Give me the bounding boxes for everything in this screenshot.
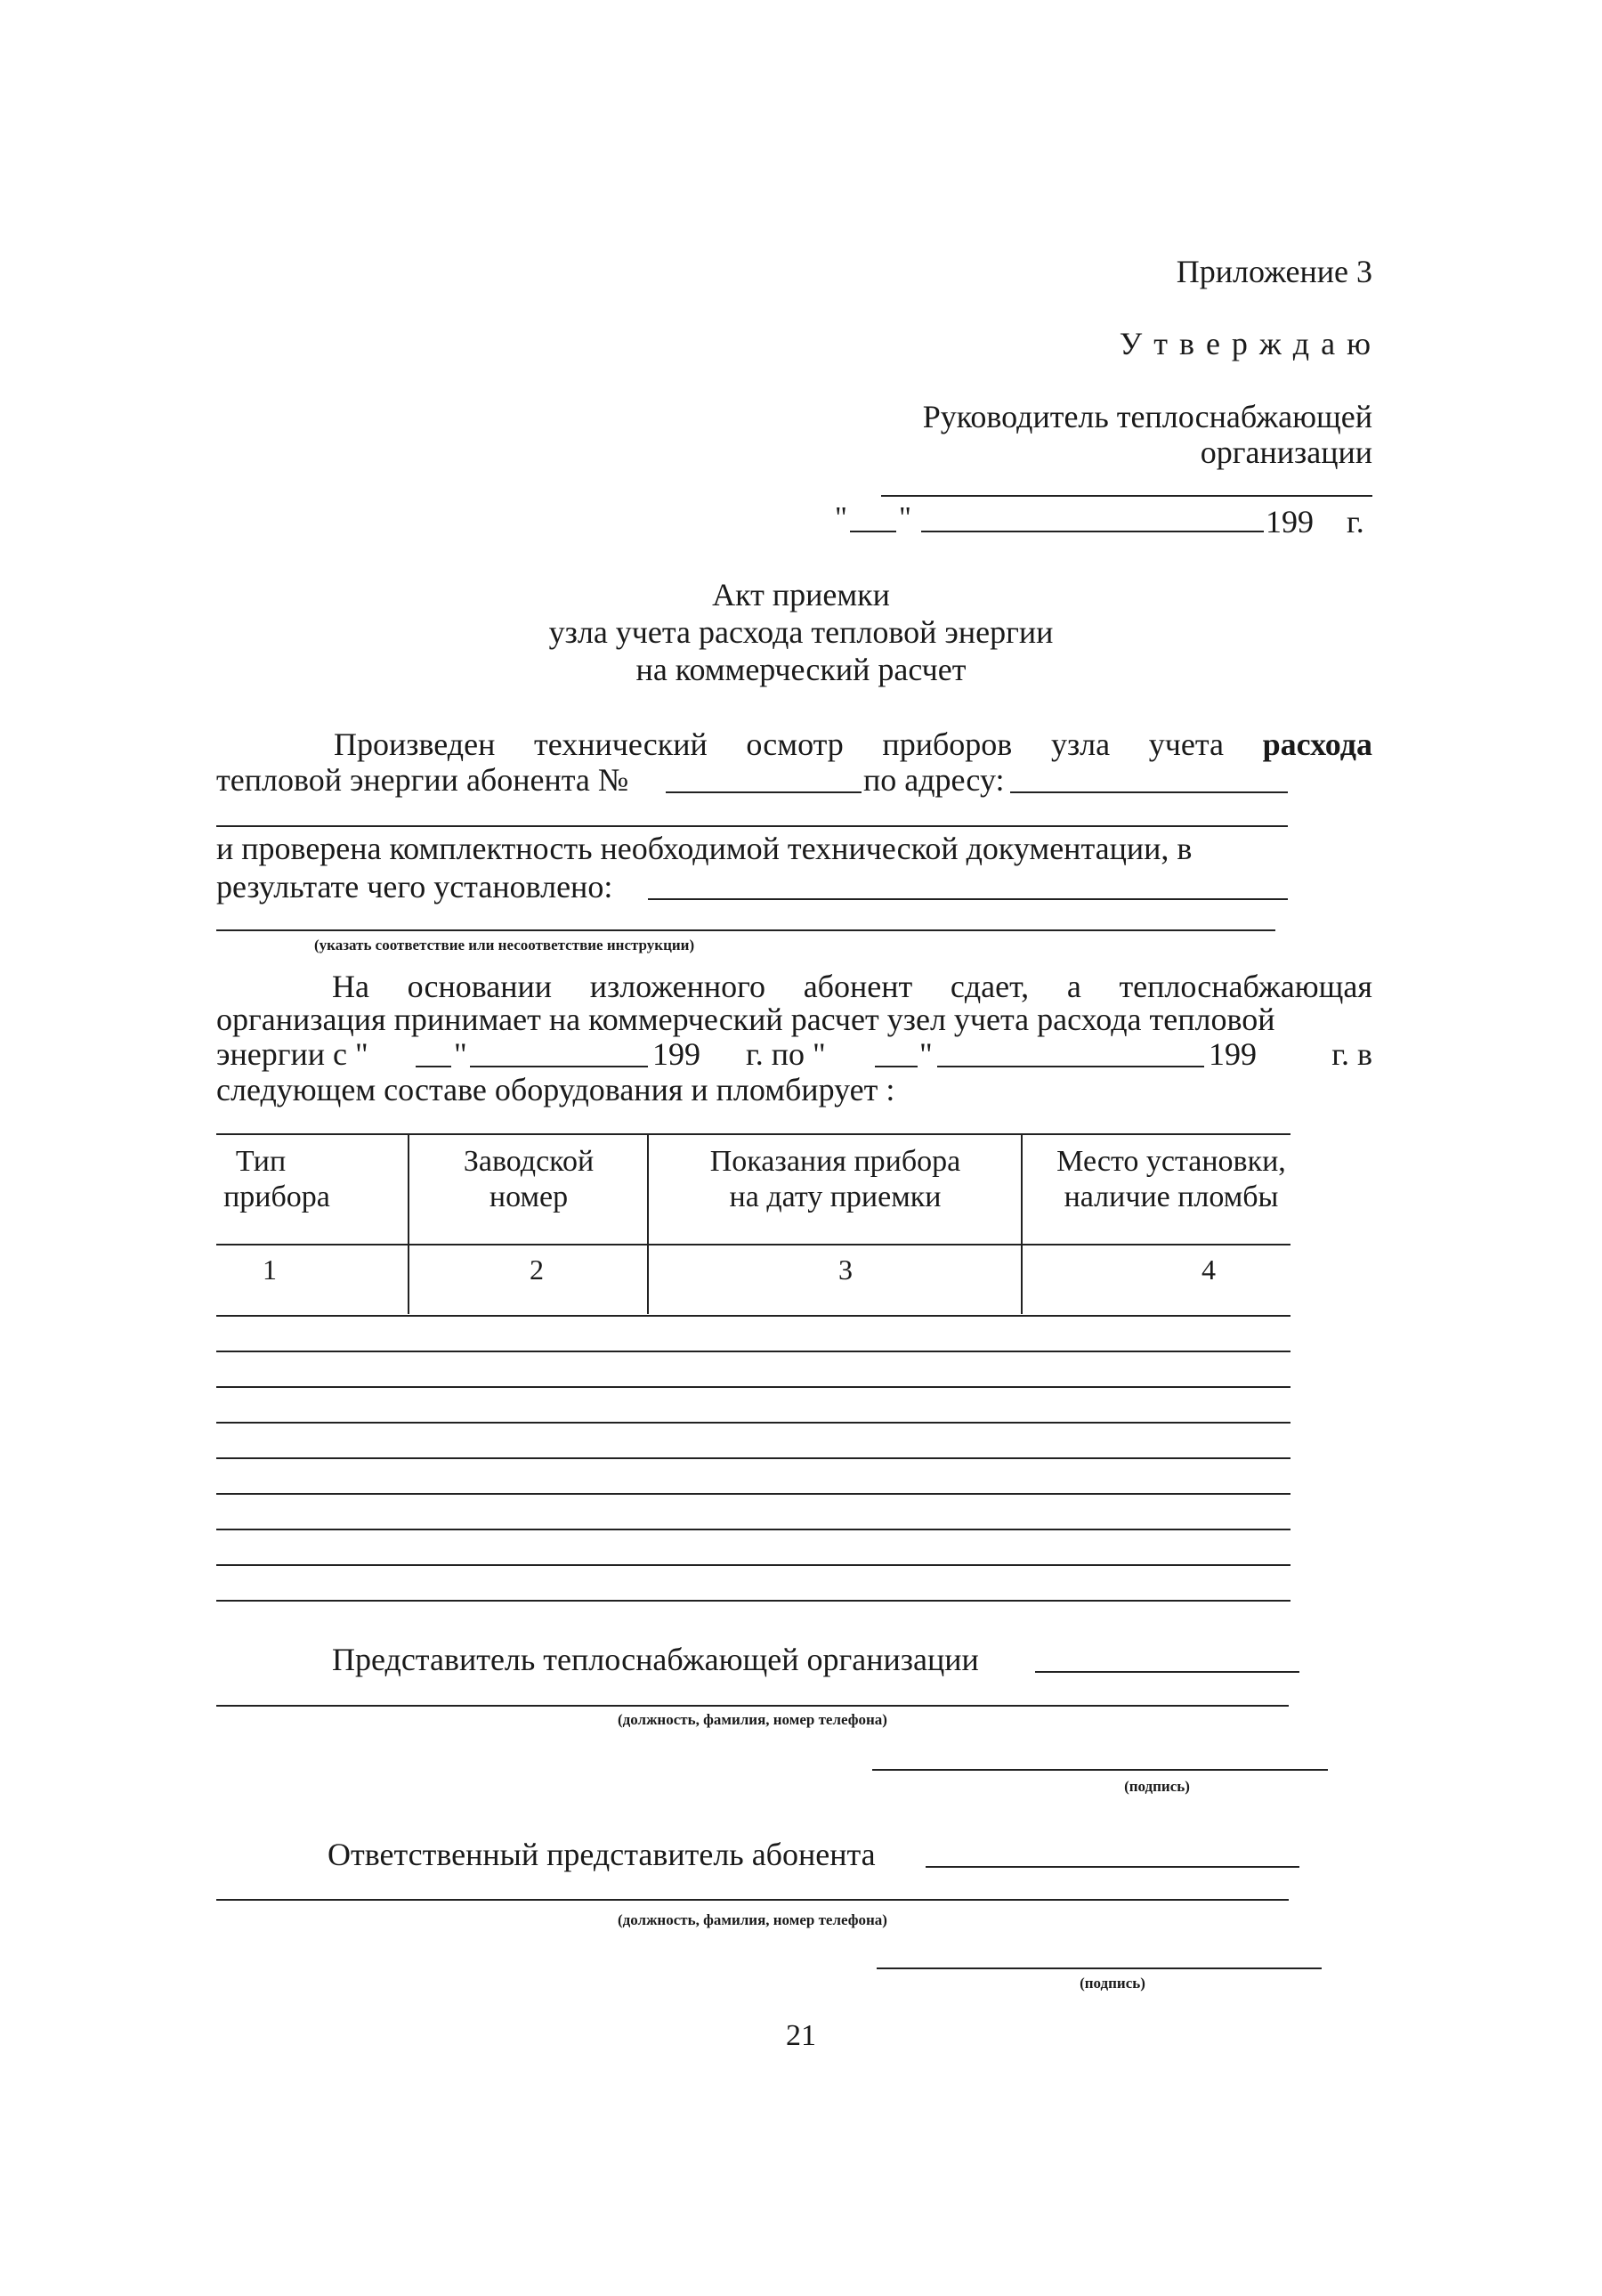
head-title-line1: Руководитель теплоснабжающей bbox=[922, 399, 1372, 434]
supplier-rep-details-line bbox=[216, 1705, 1289, 1707]
word: сдает, bbox=[950, 969, 1030, 1004]
table-row-line bbox=[216, 1315, 1290, 1317]
table-row-line bbox=[216, 1351, 1290, 1352]
table-row-line bbox=[216, 1386, 1290, 1388]
th-reading-line2: на дату приемки bbox=[729, 1180, 942, 1213]
para2-from-quote: " bbox=[454, 1036, 467, 1072]
para2-from-label: энергии с " bbox=[216, 1036, 368, 1072]
para1-line1 bbox=[334, 726, 1372, 763]
table-col-divider-3 bbox=[1021, 1134, 1023, 1314]
established-blank-1 bbox=[648, 898, 1288, 900]
subscriber-rep-details-line bbox=[216, 1899, 1289, 1901]
word: расхода bbox=[1262, 726, 1372, 762]
table-top-border bbox=[216, 1133, 1290, 1135]
col-number-1: 1 bbox=[263, 1253, 277, 1286]
word: приборов bbox=[882, 726, 1013, 762]
head-signature-line bbox=[881, 495, 1372, 497]
established-blank-2 bbox=[216, 929, 1275, 931]
appendix-label: Приложение 3 bbox=[1176, 254, 1372, 289]
word: а bbox=[1066, 969, 1081, 1004]
word: Произведен bbox=[334, 726, 496, 762]
table-row-line bbox=[216, 1564, 1290, 1566]
para1-address-label: по адресу: bbox=[863, 762, 1005, 798]
date-month-blank bbox=[921, 531, 1264, 532]
th-location-line2: наличие пломбы bbox=[1064, 1180, 1279, 1213]
para2-line2: организация принимает на коммерческий расчет узел учета расхода тепловой bbox=[216, 1002, 1275, 1037]
word: изложенного bbox=[589, 969, 766, 1004]
word: осмотр bbox=[746, 726, 844, 762]
document-subtitle-1: узла учета расхода тепловой энергии bbox=[548, 614, 1054, 650]
date-quote-open: " bbox=[835, 501, 847, 534]
subscriber-signature-line bbox=[877, 1967, 1322, 1969]
word: На bbox=[332, 969, 369, 1004]
table-row-line bbox=[216, 1493, 1290, 1495]
to-day-blank bbox=[875, 1066, 918, 1067]
table-row-line bbox=[216, 1422, 1290, 1424]
table-col-divider-2 bbox=[647, 1134, 649, 1314]
th-serial-line1: Заводской bbox=[463, 1145, 595, 1178]
table-row-line bbox=[216, 1529, 1290, 1530]
supplier-signature-hint: (подпись) bbox=[1124, 1778, 1190, 1795]
para1-subscriber-label: тепловой энергии абонента № bbox=[216, 762, 629, 798]
page-number: 21 bbox=[786, 2019, 816, 2052]
date-day-blank bbox=[850, 531, 896, 532]
th-reading-line1: Показания прибора bbox=[709, 1145, 961, 1178]
subscriber-rep-label: Ответственный представитель абонента bbox=[328, 1837, 876, 1872]
document-subtitle-2: на коммерческий расчет bbox=[635, 652, 967, 687]
supplier-rep-blank bbox=[1035, 1671, 1299, 1673]
date-year: 199 bbox=[1266, 504, 1314, 540]
word: основании bbox=[407, 969, 553, 1004]
para1-line5: результате чего установлено: bbox=[216, 869, 613, 905]
subscriber-rep-hint: (должность, фамилия, номер телефона) bbox=[618, 1911, 887, 1928]
word: технический bbox=[534, 726, 708, 762]
head-title-line2: организации bbox=[1200, 434, 1372, 470]
address-blank-2 bbox=[216, 825, 1288, 827]
word: теплоснабжающая bbox=[1119, 969, 1372, 1004]
table-row-line bbox=[216, 1457, 1290, 1459]
approve-label: У т в е р ж д а ю bbox=[1119, 326, 1372, 361]
from-month-blank bbox=[470, 1066, 648, 1067]
para2-line4: следующем составе оборудования и пломбирует : bbox=[216, 1072, 895, 1107]
para2-to-quote: " bbox=[919, 1036, 933, 1072]
para2-to-label: г. по " bbox=[746, 1036, 826, 1072]
th-serial-line2: номер bbox=[489, 1180, 569, 1213]
col-number-4: 4 bbox=[1202, 1253, 1216, 1286]
col-number-2: 2 bbox=[530, 1253, 544, 1286]
para2-to-year: 199 bbox=[1209, 1036, 1257, 1072]
table-header-divider bbox=[216, 1244, 1290, 1245]
address-blank-1 bbox=[1010, 791, 1288, 793]
subscriber-number-blank bbox=[666, 791, 862, 793]
table-row-line bbox=[216, 1600, 1290, 1602]
th-location-line1: Место установки, bbox=[1056, 1145, 1286, 1178]
conformity-hint: (указать соответствие или несоответствие инструкции) bbox=[314, 937, 695, 953]
subscriber-signature-hint: (подпись) bbox=[1080, 1975, 1145, 1992]
supplier-rep-hint: (должность, фамилия, номер телефона) bbox=[618, 1711, 887, 1728]
th-type-line2: прибора bbox=[223, 1180, 330, 1213]
para2-line1 bbox=[332, 968, 1372, 1005]
document-title: Акт приемки bbox=[712, 577, 890, 613]
subscriber-rep-blank bbox=[926, 1866, 1299, 1868]
date-g: г. bbox=[1347, 504, 1364, 540]
word: узла bbox=[1050, 726, 1111, 762]
word: абонент bbox=[803, 969, 913, 1004]
col-number-3: 3 bbox=[838, 1253, 853, 1286]
th-type-line1: Тип bbox=[235, 1145, 287, 1178]
date-quote-close: " bbox=[899, 501, 911, 534]
supplier-signature-line bbox=[872, 1769, 1328, 1771]
para2-to-g: г. в bbox=[1331, 1036, 1372, 1072]
to-month-blank bbox=[937, 1066, 1204, 1067]
word: учета bbox=[1148, 726, 1224, 762]
para2-from-year: 199 bbox=[652, 1036, 700, 1072]
supplier-rep-label: Представитель теплоснабжающей организации bbox=[332, 1642, 979, 1677]
from-day-blank bbox=[416, 1066, 451, 1067]
table-col-divider-1 bbox=[408, 1134, 409, 1314]
para1-line4: и проверена комплектность необходимой технической документации, в bbox=[216, 831, 1193, 866]
